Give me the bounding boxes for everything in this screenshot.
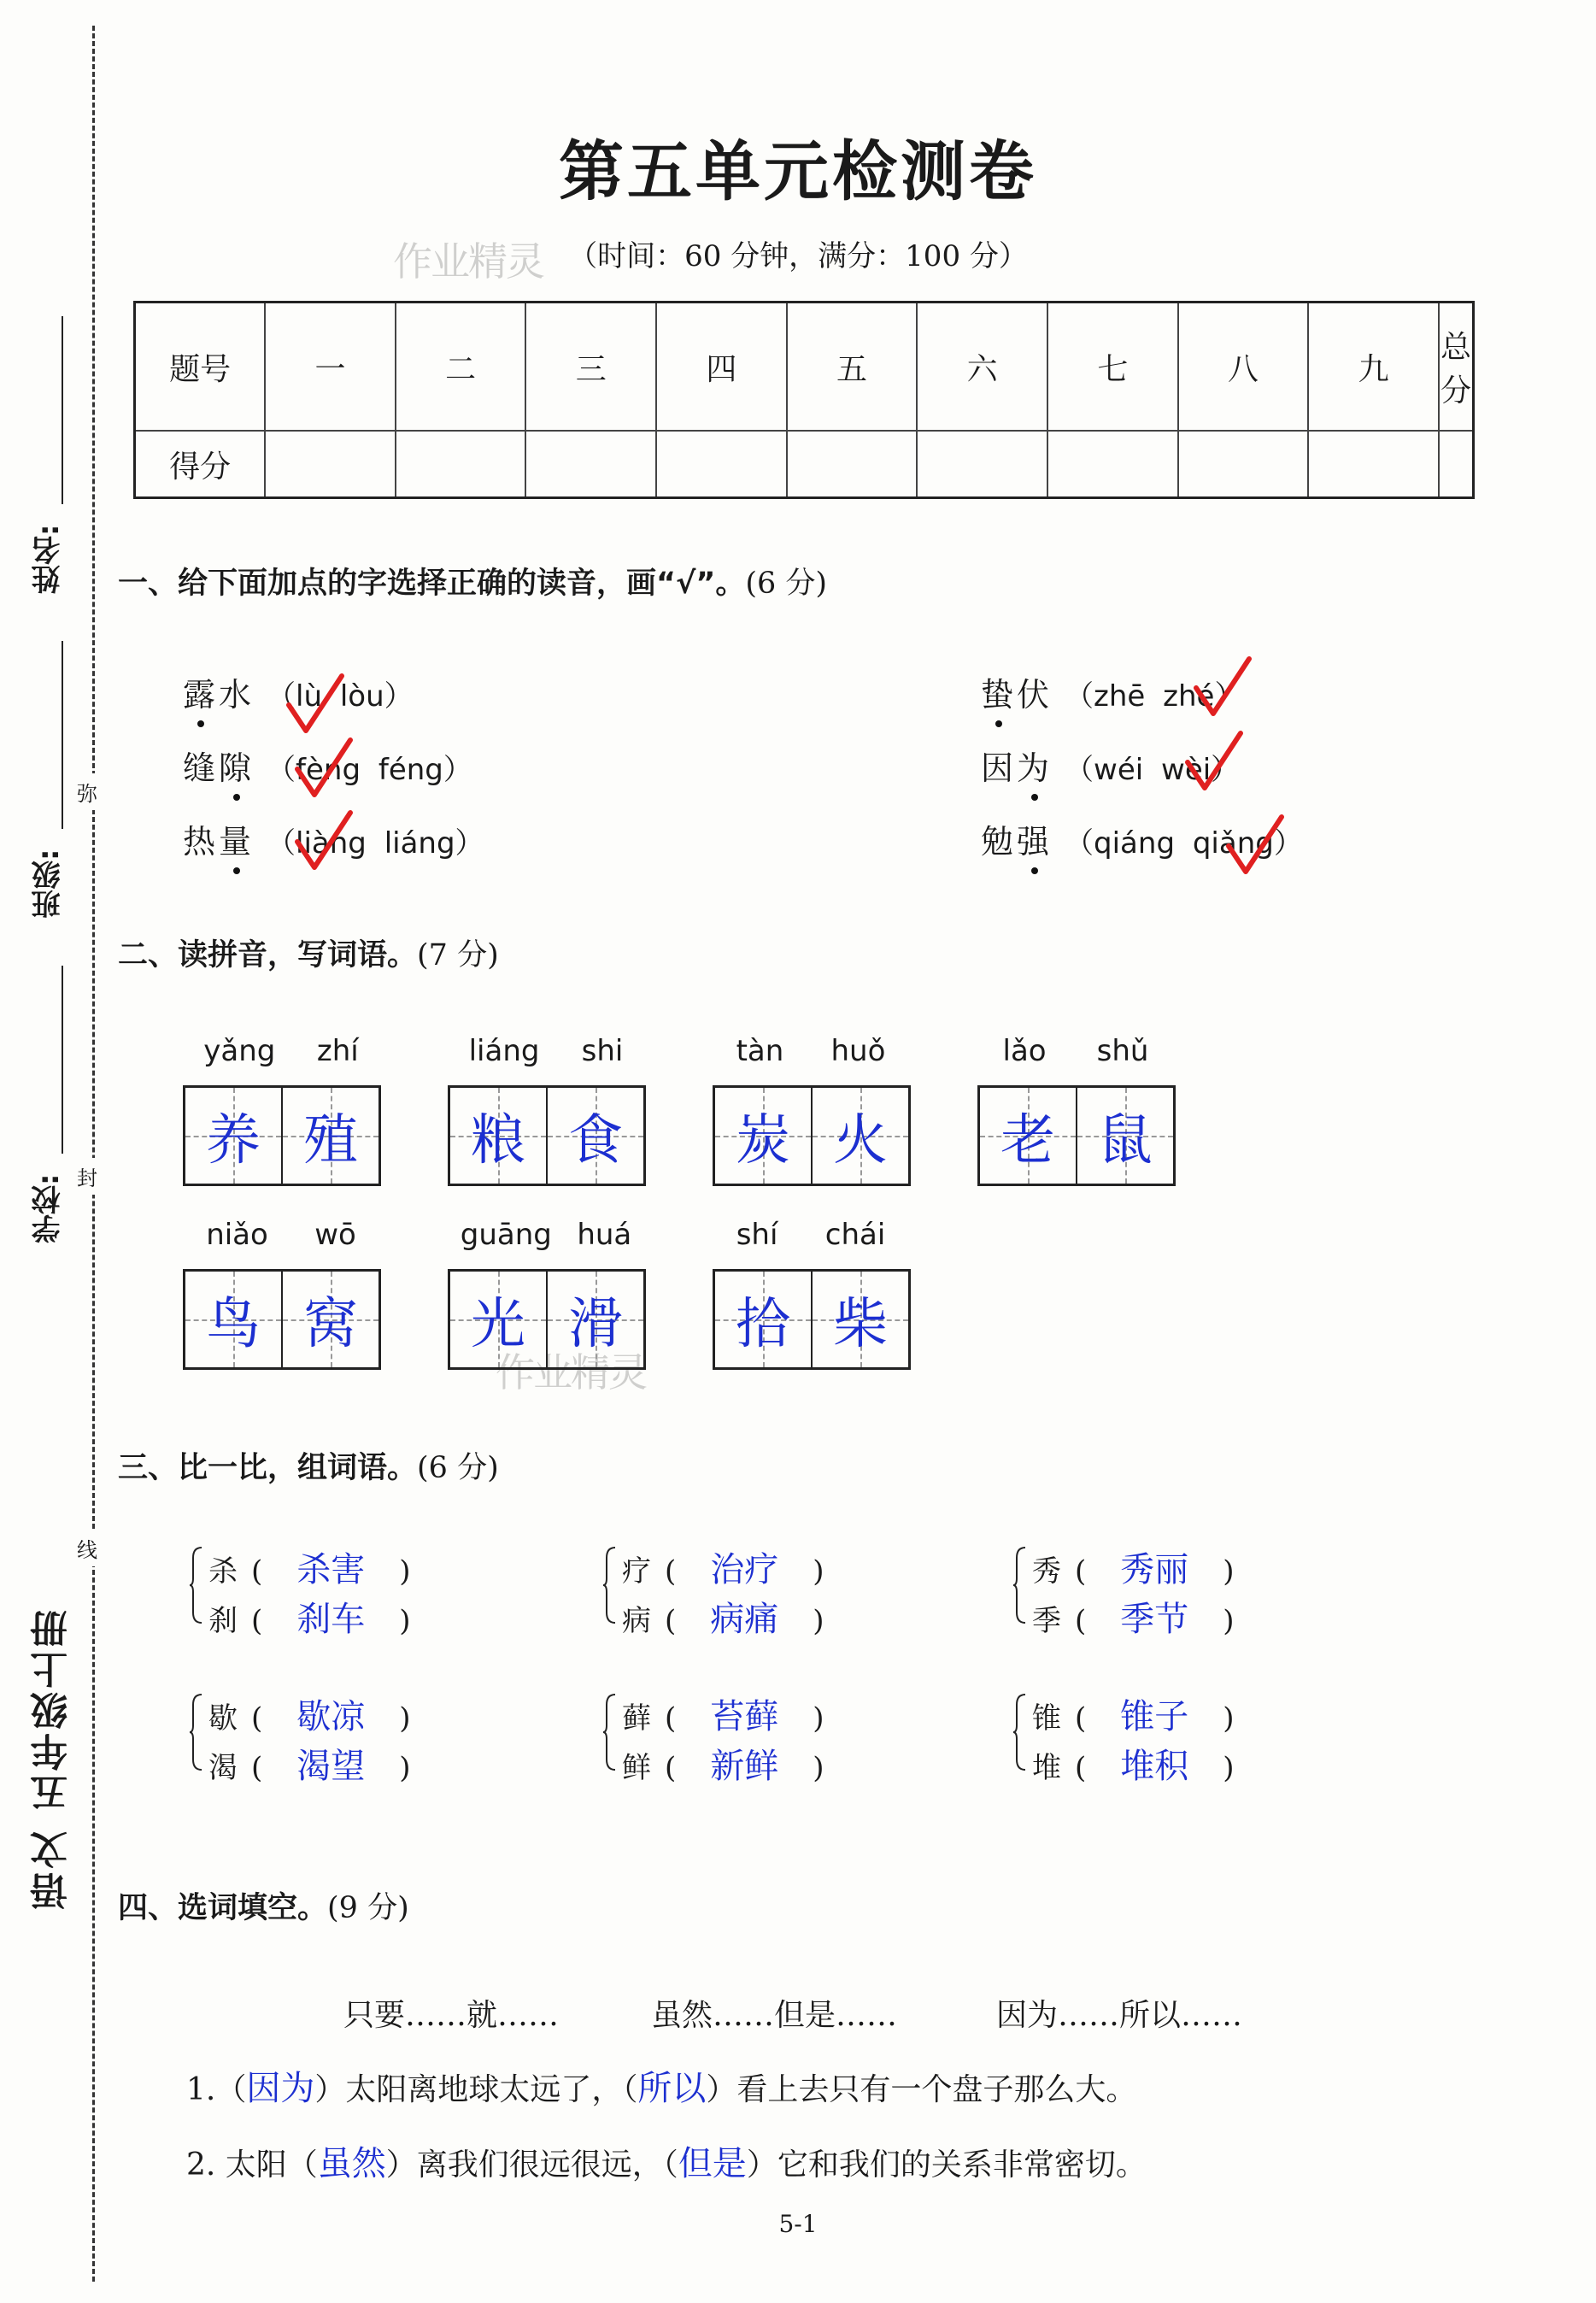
score-header-cell: 二 bbox=[396, 303, 526, 432]
school-blank-line bbox=[62, 966, 63, 1154]
word-pair-1 bbox=[190, 1542, 549, 1639]
score-header-cell: 九 bbox=[1308, 303, 1439, 432]
brace-icon bbox=[190, 1546, 203, 1624]
grid-pinyin: shí chái bbox=[736, 1218, 886, 1252]
answer-grid[interactable]: 光 滑 bbox=[448, 1269, 646, 1370]
score-row-label: 得分 bbox=[135, 431, 266, 497]
pinyin-word: 热量 bbox=[183, 823, 255, 861]
section4-title: 四、选词填空。 bbox=[118, 1891, 328, 1925]
answer-text[interactable]: 杀害 bbox=[296, 1550, 366, 1589]
check-mark-icon bbox=[1181, 728, 1249, 796]
section3-heading bbox=[118, 1444, 499, 1487]
pinyin-options: （zhē zhé） bbox=[1065, 679, 1244, 714]
section1-heading bbox=[118, 560, 827, 602]
answer-text[interactable]: 刹车 bbox=[296, 1600, 366, 1639]
name-label: 姓名: bbox=[32, 524, 66, 594]
grid-pinyin: yǎng zhí bbox=[203, 1034, 359, 1068]
score-header-cell: 总分 bbox=[1439, 303, 1474, 432]
question-1: 1.（因为）太阳离地球太远了，（所以）看上去只有一个盘子那么大。 bbox=[186, 2069, 1137, 2108]
answer-text[interactable]: 渴望 bbox=[296, 1747, 366, 1786]
pinyin-options: （liàng liáng） bbox=[267, 826, 484, 861]
check-mark-icon bbox=[1222, 812, 1290, 880]
grid-pinyin: guāng huá bbox=[460, 1218, 632, 1252]
grid-pinyin: niǎo wō bbox=[206, 1218, 356, 1252]
pair-row: 刹 ( 刹车 ) bbox=[208, 1592, 420, 1641]
check-mark-icon bbox=[290, 808, 359, 876]
answer-text[interactable]: 病痛 bbox=[710, 1600, 779, 1639]
answer-text[interactable]: 新鲜 bbox=[710, 1747, 779, 1786]
score-cell[interactable] bbox=[1047, 431, 1178, 497]
word-option: 虽然……但是…… bbox=[651, 1998, 898, 2033]
answer-grid[interactable]: 粮 食 bbox=[448, 1085, 646, 1186]
word-option: 因为……所以…… bbox=[996, 1998, 1243, 2033]
pinyin-options: （lù lòu） bbox=[267, 679, 414, 714]
section2-heading bbox=[118, 931, 499, 974]
seal-cut-line bbox=[92, 26, 95, 2282]
score-row bbox=[135, 431, 1474, 497]
answer-text[interactable]: 堆积 bbox=[1120, 1747, 1189, 1786]
page-number: 5-1 bbox=[778, 2210, 818, 2238]
word-pair-6 bbox=[1013, 1689, 1372, 1786]
class-blank-line bbox=[62, 641, 63, 829]
answer-text[interactable]: 因为 bbox=[246, 2069, 315, 2108]
pair-row: 病 ( 病痛 ) bbox=[622, 1592, 833, 1641]
check-mark-icon bbox=[282, 671, 350, 739]
pinyin-word: 露水 bbox=[183, 676, 255, 714]
page-title: 第五单元检测卷 bbox=[559, 133, 1037, 209]
grid-pinyin: lǎo shǔ bbox=[1002, 1034, 1149, 1068]
pinyin-word: 蛰伏 bbox=[981, 676, 1053, 714]
answer-text[interactable]: 但是 bbox=[678, 2144, 747, 2183]
brace-icon bbox=[603, 1693, 617, 1771]
section4-points: (9 分) bbox=[327, 1891, 409, 1925]
word-pair-5 bbox=[603, 1689, 962, 1786]
pair-row: 锥 ( 锥子 ) bbox=[1032, 1689, 1243, 1738]
pinyin-word: 缝隙 bbox=[183, 749, 255, 787]
pinyin-word: 勉强 bbox=[981, 823, 1053, 861]
section4-heading bbox=[118, 1884, 409, 1927]
score-header-cell: 七 bbox=[1047, 303, 1178, 432]
brace-icon bbox=[1013, 1546, 1027, 1624]
score-cell[interactable] bbox=[1308, 431, 1439, 497]
score-header-cell: 四 bbox=[656, 303, 787, 432]
cut-word-1: 弥 bbox=[77, 773, 97, 810]
score-header-cell: 五 bbox=[787, 303, 918, 432]
word-pair-2 bbox=[603, 1542, 962, 1639]
watermark: 作业精灵 bbox=[496, 1349, 646, 1395]
answer-grid[interactable]: 鸟 窝 bbox=[183, 1269, 381, 1370]
answer-text[interactable]: 虽然 bbox=[317, 2144, 386, 2183]
score-header-cell: 六 bbox=[917, 303, 1047, 432]
answer-grid[interactable]: 养 殖 bbox=[183, 1085, 381, 1186]
score-cell[interactable] bbox=[1439, 431, 1474, 497]
answer-text[interactable]: 季节 bbox=[1120, 1600, 1189, 1639]
pinyin-options: （fèng féng） bbox=[267, 753, 472, 787]
grid-pinyin: liáng shi bbox=[468, 1034, 624, 1068]
pair-row: 堆 ( 堆积 ) bbox=[1032, 1739, 1243, 1788]
question-2: 2. 太阳（虽然）离我们很远很远，（但是）它和我们的关系非常密切。 bbox=[186, 2144, 1147, 2183]
pair-row: 秀 ( 秀丽 ) bbox=[1032, 1542, 1243, 1591]
section1-points: (6 分) bbox=[745, 567, 828, 601]
cut-word-3: 线 bbox=[77, 1530, 97, 1566]
score-cell[interactable] bbox=[656, 431, 787, 497]
score-cell[interactable] bbox=[265, 431, 396, 497]
answer-text[interactable]: 秀丽 bbox=[1120, 1550, 1189, 1589]
word-option: 只要……就…… bbox=[343, 1998, 560, 2033]
score-header-cell: 三 bbox=[525, 303, 656, 432]
pair-row: 藓 ( 苔藓 ) bbox=[622, 1689, 833, 1738]
score-header-cell: 一 bbox=[265, 303, 396, 432]
section2-title: 二、读拼音，写词语。 bbox=[118, 938, 418, 972]
subject-label: 语文 五年级上册 bbox=[31, 1607, 74, 1911]
pair-row: 疗 ( 治疗 ) bbox=[622, 1542, 833, 1591]
section3-title: 三、比一比，组词语。 bbox=[118, 1451, 418, 1485]
answer-text[interactable]: 所以 bbox=[637, 2069, 707, 2108]
pinyin-options: （qiáng qiǎng） bbox=[1065, 826, 1303, 861]
answer-text[interactable]: 歇凉 bbox=[296, 1697, 366, 1736]
pair-row: 杀 ( 杀害 ) bbox=[208, 1542, 420, 1591]
brace-icon bbox=[603, 1546, 617, 1624]
pair-row: 歇 ( 歇凉 ) bbox=[208, 1689, 420, 1738]
answer-text[interactable]: 锥子 bbox=[1120, 1697, 1189, 1736]
section3-points: (6 分) bbox=[417, 1451, 499, 1485]
brace-icon bbox=[1013, 1693, 1027, 1771]
score-cell[interactable] bbox=[787, 431, 918, 497]
pair-row: 渴 ( 渴望 ) bbox=[208, 1739, 420, 1788]
cut-word-2: 封 bbox=[77, 1158, 97, 1195]
watermark: 作业精灵 bbox=[393, 238, 543, 285]
score-header-row bbox=[135, 303, 1474, 432]
section2-points: (7 分) bbox=[417, 938, 499, 972]
score-header-cell: 题号 bbox=[135, 303, 266, 432]
answer-text[interactable]: 治疗 bbox=[710, 1550, 779, 1589]
score-cell[interactable] bbox=[396, 431, 526, 497]
brace-icon bbox=[190, 1693, 203, 1771]
score-table bbox=[133, 301, 1475, 499]
class-label: 班级: bbox=[32, 849, 66, 919]
grid-pinyin: tàn huǒ bbox=[736, 1034, 886, 1068]
name-blank-line bbox=[62, 316, 63, 504]
check-mark-icon bbox=[290, 735, 359, 803]
pair-row: 鲜 ( 新鲜 ) bbox=[622, 1739, 833, 1788]
answer-grid[interactable]: 炭 火 bbox=[713, 1085, 911, 1186]
score-cell[interactable] bbox=[525, 431, 656, 497]
exam-info: （时间：60 分钟，满分：100 分） bbox=[568, 239, 1028, 273]
score-cell[interactable] bbox=[917, 431, 1047, 497]
answer-grid[interactable]: 老 鼠 bbox=[977, 1085, 1176, 1186]
answer-text[interactable]: 苔藓 bbox=[710, 1697, 779, 1736]
section1-title: 一、给下面加点的字选择正确的读音，画“√”。 bbox=[118, 567, 746, 601]
word-pair-3 bbox=[1013, 1542, 1372, 1639]
pair-row: 季 ( 季节 ) bbox=[1032, 1592, 1243, 1641]
word-pair-4 bbox=[190, 1689, 549, 1786]
check-mark-icon bbox=[1189, 654, 1258, 722]
answer-grid[interactable]: 拾 柴 bbox=[713, 1269, 911, 1370]
pinyin-options: （wéi wèi） bbox=[1065, 753, 1241, 787]
school-label: 学校: bbox=[32, 1173, 66, 1243]
score-cell[interactable] bbox=[1178, 431, 1309, 497]
score-header-cell: 八 bbox=[1178, 303, 1309, 432]
pinyin-word: 因为 bbox=[981, 749, 1053, 787]
